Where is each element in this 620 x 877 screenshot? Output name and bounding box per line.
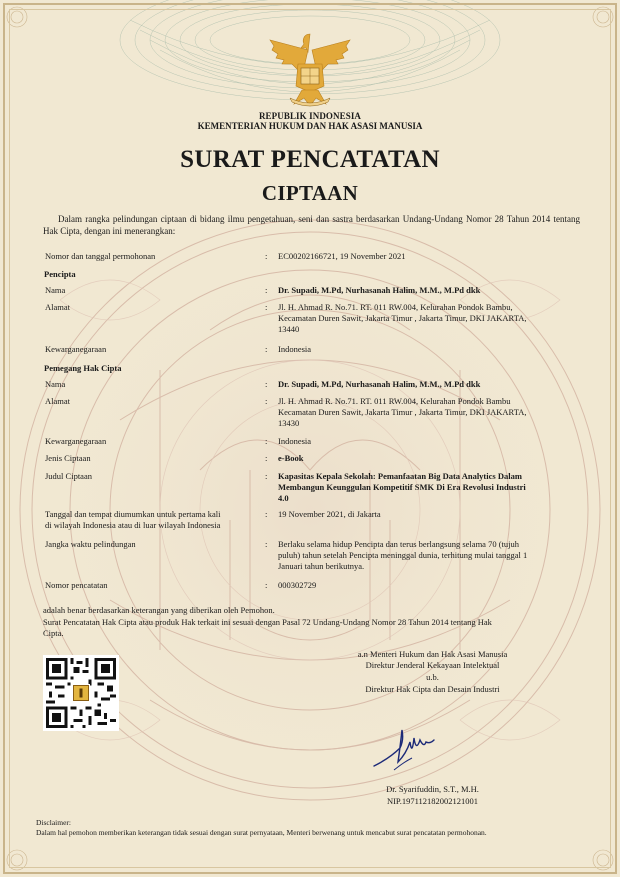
creator-address-label: Alamat — [45, 302, 71, 312]
sig-director-general: Direktur Jenderal Kekayaan Intelektual — [365, 660, 500, 670]
signer-name: Dr. Syarifuddin, S.T., M.H. — [386, 784, 479, 794]
colon: : — [265, 285, 268, 295]
holder-address-label: Alamat — [45, 396, 71, 406]
creator-address-line: 13440 — [278, 324, 300, 334]
sig-on-behalf: a.n Menteri Hukum dan Hak Asasi Manusia — [357, 649, 508, 659]
disclaimer-text: Dalam hal pemohon memberikan keterangan tidak sesuai dengan surat pernyataan, Menteri berwenang untuk mencabut surat pencatatan permohonan. — [36, 828, 487, 837]
application-label: Nomor dan tanggal permohonan — [45, 251, 156, 261]
protection-line: Berlaku selama hidup Pencipta dan terus berlangsung selama 70 (tujuh — [278, 539, 520, 549]
work-type-label: Jenis Ciptaan — [45, 453, 91, 463]
garuda-emblem-icon — [268, 30, 352, 110]
closing-line: Surat Pencatatan Hak Cipta atau produk Hak terkait ini sesuai dengan Pasal 72 Undang-Undang Nomor 28 Tahun 2014 tentang Hak — [43, 617, 492, 627]
creator-nationality: Indonesia — [278, 344, 312, 354]
holder-address-line: Kecamatan Duren Sawit, Jakarta Timur , Jakarta Timur, DKI JAKARTA, — [278, 407, 527, 417]
sig-ub: u.b. — [426, 672, 439, 682]
holder-nationality: Indonesia — [278, 436, 312, 446]
holder-nationality-label: Kewarganegaraan — [45, 436, 107, 446]
signer-nip: NIP.197112182002121001 — [386, 796, 479, 806]
closing-line-2 — [43, 617, 583, 639]
creator-address-line: Jl. H. Ahmad R. No.71. RT. 011 RW.004, Kelurahan Pondok Bambu, — [278, 302, 513, 312]
work-title-line: Membangun Keunggulan Kompetitif SMK Di Era Revolusi Industri — [278, 482, 526, 492]
work-type: e-Book — [278, 453, 304, 463]
document-title: SURAT PENCATATAN — [180, 146, 440, 173]
announce-label-line: di wilayah Indonesia atau di luar wilayah Indonesia — [45, 520, 221, 530]
protection-value — [278, 539, 583, 572]
closing-line-1: adalah benar berdasarkan keterangan yang diberikan oleh Pemohon. — [43, 605, 275, 615]
sig-director: Direktur Hak Cipta dan Desain Industri — [365, 684, 500, 694]
signature-icon — [370, 718, 450, 778]
creator-nationality-label: Kewarganegaraan — [45, 344, 107, 354]
qr-code-icon[interactable] — [43, 655, 119, 731]
document-subtitle: CIPTAAN — [261, 181, 359, 205]
holder-name-label: Nama — [45, 379, 66, 389]
colon: : — [265, 453, 268, 463]
colon: : — [265, 302, 268, 312]
creator-heading: Pencipta — [44, 269, 76, 279]
colon: : — [265, 379, 268, 389]
closing-line: Cipta. — [43, 628, 64, 638]
record-value: 000302729 — [278, 580, 317, 590]
announce-label — [45, 509, 221, 531]
header-country: REPUBLIK INDONESIA — [258, 111, 362, 121]
colon: : — [265, 251, 268, 261]
creator-address — [278, 302, 583, 335]
protection-label: Jangka waktu pelindungan — [45, 539, 136, 549]
work-title-line: Kapasitas Kepala Sekolah: Pemanfaatan Big Data Analytics Dalam — [278, 471, 522, 481]
header-ministry: KEMENTERIAN HUKUM DAN HAK ASASI MANUSIA — [197, 121, 423, 131]
application-value: EC00202166721, 19 November 2021 — [278, 251, 406, 261]
holder-heading: Pemegang Hak Cipta — [44, 363, 122, 373]
colon: : — [265, 436, 268, 446]
colon: : — [265, 344, 268, 354]
protection-line: Januari tahun berikutnya. — [278, 561, 365, 571]
intro-paragraph: Dalam rangka pelindungan ciptaan di bidang ilmu pengetahuan, seni dan sastra berdasarkan Undang-Undang Nomor 28 Tahun 2014 tentang Hak Cipta, dengan ini menerangkan: — [43, 214, 580, 236]
holder-address — [278, 396, 583, 429]
creator-name: Dr. Supadi, M.Pd, Nurhasanah Halim, M.M., M.Pd dkk — [278, 285, 481, 295]
protection-line: puluh) tahun setelah Pencipta meninggal dunia, terhitung mulai tanggal 1 — [278, 550, 528, 560]
creator-name-label: Nama — [45, 285, 66, 295]
creator-address-line: Kecamatan Duren Sawit, Jakarta Timur , Jakarta Timur, DKI JAKARTA, — [278, 313, 527, 323]
colon: : — [265, 580, 268, 590]
colon: : — [265, 471, 268, 481]
work-title-line: 4.0 — [278, 493, 289, 503]
record-label: Nomor pencatatan — [45, 580, 108, 590]
announce-value: 19 November 2021, di Jakarta — [278, 509, 381, 519]
colon: : — [265, 509, 268, 519]
work-title — [278, 471, 583, 504]
colon: : — [265, 539, 268, 549]
holder-name: Dr. Supadi, M.Pd, Nurhasanah Halim, M.M., M.Pd dkk — [278, 379, 481, 389]
holder-address-line: 13430 — [278, 418, 300, 428]
announce-label-line: Tanggal dan tempat diumumkan untuk pertama kali — [45, 509, 221, 519]
disclaimer-heading: Disclaimer: — [36, 818, 71, 827]
work-title-label: Judul Ciptaan — [45, 471, 92, 481]
holder-address-line: Jl. H. Ahmad R. No.71. RT. 011 RW.004, Kelurahan Pondok Bambu — [278, 396, 511, 406]
colon: : — [265, 396, 268, 406]
